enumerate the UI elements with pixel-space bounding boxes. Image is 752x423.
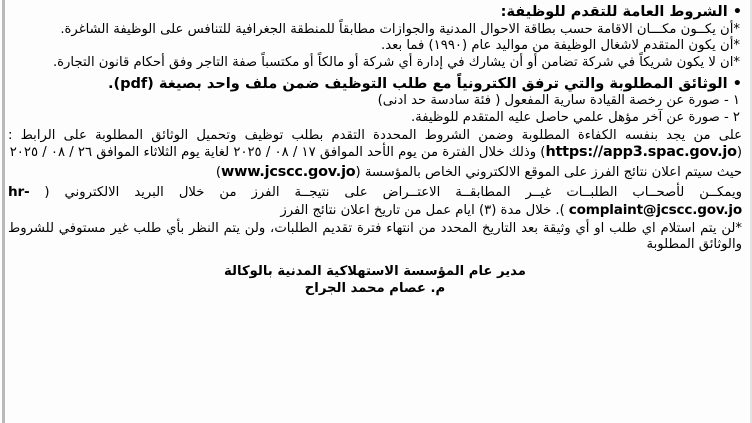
page-left-rule <box>2 0 5 423</box>
condition-item: *أن يكــون مكـــان الاقامة حسب بطاقة الاحوال المدنية والجوازات مطابقاً للمنطقة الجغرافية للتنافس على الوظيفة الشاغرة. <box>60 22 740 38</box>
document-body <box>8 4 742 297</box>
results-paragraph <box>8 164 742 182</box>
complaint-email-link[interactable]: hr-complaint@jcscc.gov.jo <box>8 184 742 218</box>
section-general-conditions <box>8 4 742 71</box>
signature-title: مدير عام المؤسسة الاستهلاكية المدنية بالوكالة <box>224 263 526 279</box>
results-text-before: حيث سيتم اعلان نتائج الفرز على الموقع الالكتروني الخاص بالمؤسسة ( <box>355 165 742 181</box>
signature-name: م. عصام محمد الجراح <box>304 280 446 296</box>
application-link-text-after: ) وذلك خلال الفترة من يوم الأحد الموافق ١٧ / ٠٨ / ٢٠٢٥ لغاية يوم الثلاثاء الموافق ٢٦ / ٠٨ / ٢٠٢٥ <box>9 145 546 161</box>
complaint-text-before: ويمكــن لأصحــاب الطلبــات غيــر المطابقــة الاعتــراض على نتيجــة الفرز من خلال البريد الالكتروني ( <box>29 185 742 201</box>
section-required-documents <box>8 75 742 126</box>
section-heading: • الشروط العامة للتقدم للوظيفة: <box>500 4 742 20</box>
document-item: ١ - صورة عن رخصة القيادة سارية المفعول ( فئة سادسة حد ادنى) <box>377 93 740 109</box>
document-item: ٢ - صورة عن آخر مؤهل علمي حاصل عليه المتقدم للوظيفة. <box>410 109 740 125</box>
application-portal-link[interactable]: https://app3.spac.gov.jo <box>545 144 737 161</box>
condition-item: *ان لا يكون شريكاً في شركة تضامن أو أن يشارك في إدارة أي شركة أو مالكاً أو مكتسباً صفة التاجر وفق أحكام قانون التجارة. <box>52 54 740 70</box>
complaint-paragraph <box>8 184 742 219</box>
institution-website-link[interactable]: www.jcscc.gov.jo <box>221 164 356 181</box>
signature-block <box>8 263 742 297</box>
application-link-paragraph <box>8 128 742 162</box>
results-text-after: ) <box>215 165 222 181</box>
application-link-text-before: على من يجد بنفسه الكفاءة المطلوبة وضمن الشروط المحددة التقدم بطلب توظيف وتحميل الوثائق المطلوبة على الرابط : ( <box>8 128 742 161</box>
complaint-text-after: ). خلال مدة (٣) ايام عمل من تاريخ اعلان نتائج الفرز <box>280 202 569 218</box>
no-acceptance-paragraph: *لن يتم استلام اي طلب او أي وثيقة بعد التاريخ المحدد من انتهاء فترة تقديم الطلبات، ولن يتم النظر بأي طلب غير مستوفي للشروط والوثائق المطلوبة <box>8 220 742 253</box>
section-heading: • الوثائق المطلوبة والتي ترفق الكترونياً مع طلب التوظيف ضمن ملف واحد بصيغة (pdf). <box>107 75 742 93</box>
condition-item: *أن يكون المتقدم لاشغال الوظيفة من مواليد عام (١٩٩٠) فما بعد. <box>381 38 740 54</box>
